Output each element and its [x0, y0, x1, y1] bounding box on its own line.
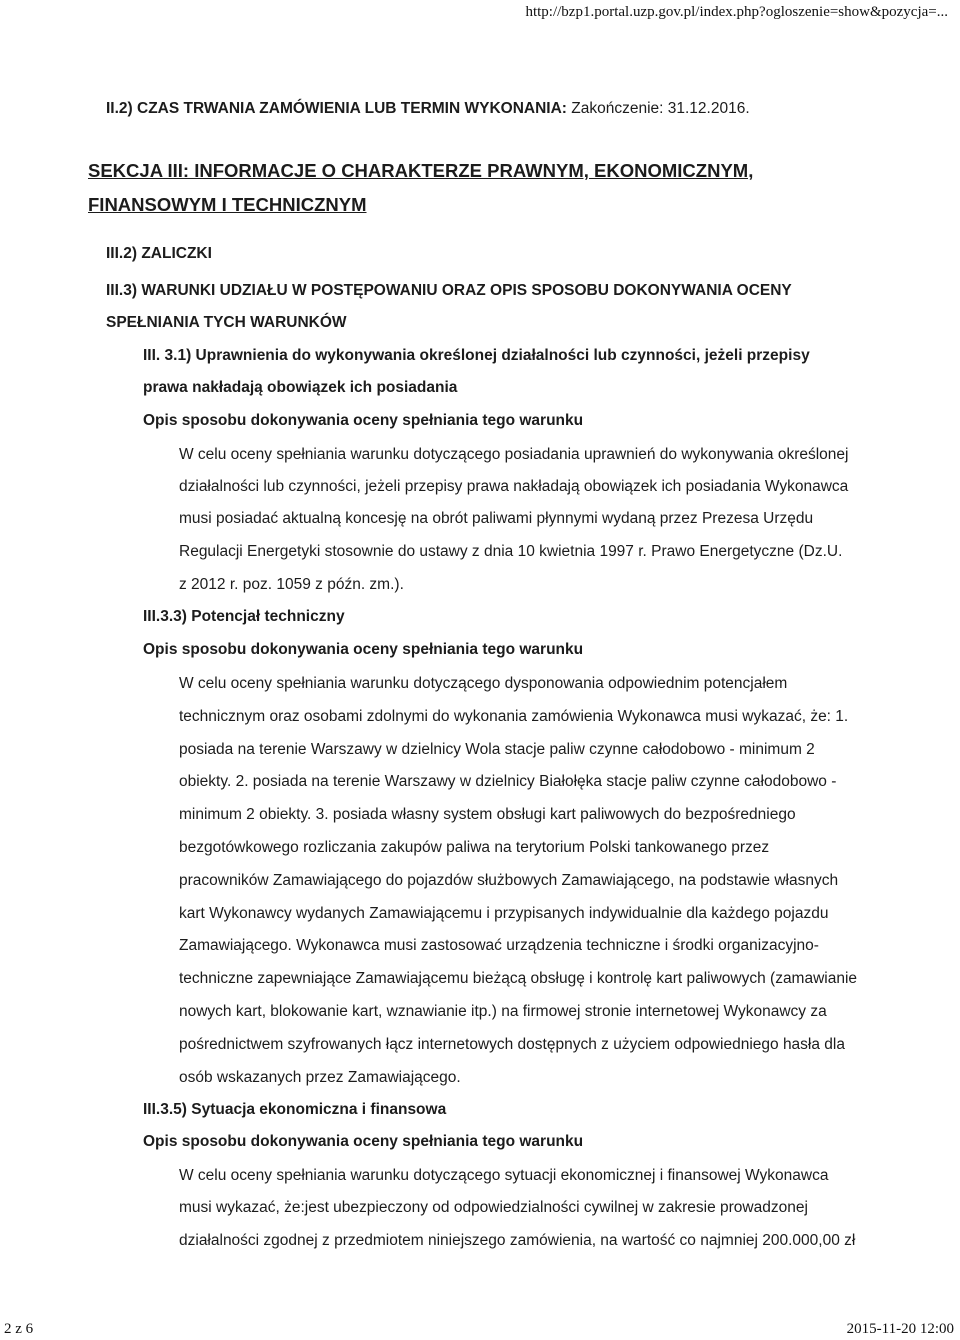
section-iii35-body-line: musi wykazać, że:jest ubezpieczony od odpowiedzialności cywilnej w zakresie prowadzonej [179, 1199, 808, 1216]
section-iii33-body-line: techniczne zapewniające Zamawiającemu bieżącą obsługę i kontrolę kart paliwowych (zamawianie [179, 970, 858, 987]
section-iii-title-line2: FINANSOWYM I TECHNICZNYM [88, 194, 367, 215]
print-datetime: 2015-11-20 12:00 [846, 1321, 954, 1337]
section-iii31-body-line: Regulacji Energetyki stosownie do ustawy z dnia 10 kwietnia 1997 r. Prawo Energetyczne (Dz.U. [179, 543, 843, 560]
section-iii2-heading: III.2) ZALICZKI [106, 245, 212, 262]
section-iii33-body-line: technicznym oraz osobami zdolnymi do wykonania zamówienia Wykonawca musi wykazać, że: 1. [179, 708, 849, 725]
section-iii31-heading-line2: prawa nakładają obowiązek ich posiadania [143, 379, 458, 396]
section-iii35-opis: Opis sposobu dokonywania oceny spełniania tego warunku [143, 1133, 584, 1150]
section-iii-title-line1: SEKCJA III: INFORMACJE O CHARAKTERZE PRAWNYM, EKONOMICZNYM, [88, 160, 754, 181]
section-iii35-heading: III.3.5) Sytuacja ekonomiczna i finansowa [143, 1101, 447, 1118]
section-ii2 [106, 99, 750, 119]
section-ii2-label: II.2) CZAS TRWANIA ZAMÓWIENIA LUB TERMIN WYKONANIA: [106, 100, 567, 117]
section-iii33-body-line: posiada na terenie Warszawy w dzielnicy Wola stacje paliw czynne całodobowo - minimum 2 [179, 741, 815, 758]
section-iii35-body-line: W celu oceny spełniania warunku dotyczącego sytuacji ekonomicznej i finansowej Wykonawca [179, 1167, 829, 1184]
section-iii33-opis: Opis sposobu dokonywania oceny spełniania tego warunku [143, 641, 584, 658]
section-iii35-body-line: działalności zgodnej z przedmiotem niniejszego zamówienia, na wartość co najmniej 200.000,00 zł [179, 1232, 856, 1249]
section-iii33-body-line: Zamawiającego. Wykonawca musi zastosować urządzenia techniczne i środki organizacyjno- [179, 937, 819, 954]
section-iii33-body-line: obiekty. 2. posiada na terenie Warszawy w dzielnicy Białołęka stacje paliw czynne całodobowo - [179, 773, 837, 790]
section-iii33-body-line: nowych kart, blokowanie kart, wznawianie itp.) na firmowej stronie internetowej Wykonawcy za [179, 1003, 827, 1020]
section-iii33-body-line: W celu oceny spełniania warunku dotyczącego dysponowania odpowiednim potencjałem [179, 675, 788, 692]
section-iii33-body-line: minimum 2 obiekty. 3. posiada własny system obsługi kart paliwowych do bezpośredniego [179, 806, 796, 823]
section-iii31-body-line: działalności lub czynności, jeżeli przepisy prawa nakładają obowiązek ich posiadania Wykonawca [179, 478, 849, 495]
page-url: http://bzp1.portal.uzp.gov.pl/index.php?ogloszenie=show&pozycja=... [525, 4, 948, 20]
section-iii31-body-line: musi posiadać aktualną koncesję na obrót paliwami płynnymi wydaną przez Prezesa Urzędu [179, 510, 814, 527]
page-number: 2 z 6 [4, 1321, 34, 1337]
section-iii3-heading-line1: III.3) WARUNKI UDZIAŁU W POSTĘPOWANIU ORAZ OPIS SPOSOBU DOKONYWANIA OCENY [106, 282, 792, 299]
section-iii33-body-line: pracowników Zamawiającego do pojazdów służbowych Zamawiającego, na podstawie własnych [179, 872, 839, 889]
section-iii33-heading: III.3.3) Potencjał techniczny [143, 608, 345, 625]
section-iii33-body-line: bezgotówkowego rozliczania zakupów paliwa na terytorium Polski tankowanego przez [179, 839, 770, 856]
section-ii2-value: Zakończenie: 31.12.2016. [571, 100, 750, 117]
section-iii3-heading-line2: SPEŁNIANIA TYCH WARUNKÓW [106, 314, 347, 331]
section-iii31-heading-line1: III. 3.1) Uprawnienia do wykonywania określonej działalności lub czynności, jeżeli przepisy [143, 347, 810, 364]
section-iii31-body-line: W celu oceny spełniania warunku dotyczącego posiadania uprawnień do wykonywania określonej [179, 446, 849, 463]
section-iii31-body-line: z 2012 r. poz. 1059 z późn. zm.). [179, 576, 404, 593]
section-iii33-body-line: osób wskazanych przez Zamawiającego. [179, 1069, 461, 1086]
section-iii31-opis: Opis sposobu dokonywania oceny spełniania tego warunku [143, 412, 584, 429]
section-iii33-body-line: kart Wykonawcy wydanych Zamawiającemu i przypisanych indywidualnie dla każdego pojazdu [179, 905, 829, 922]
section-iii33-body-line: pośrednictwem szyfrowanych łącz internetowych dostępnych z użyciem odpowiedniego hasła dla [179, 1036, 845, 1053]
